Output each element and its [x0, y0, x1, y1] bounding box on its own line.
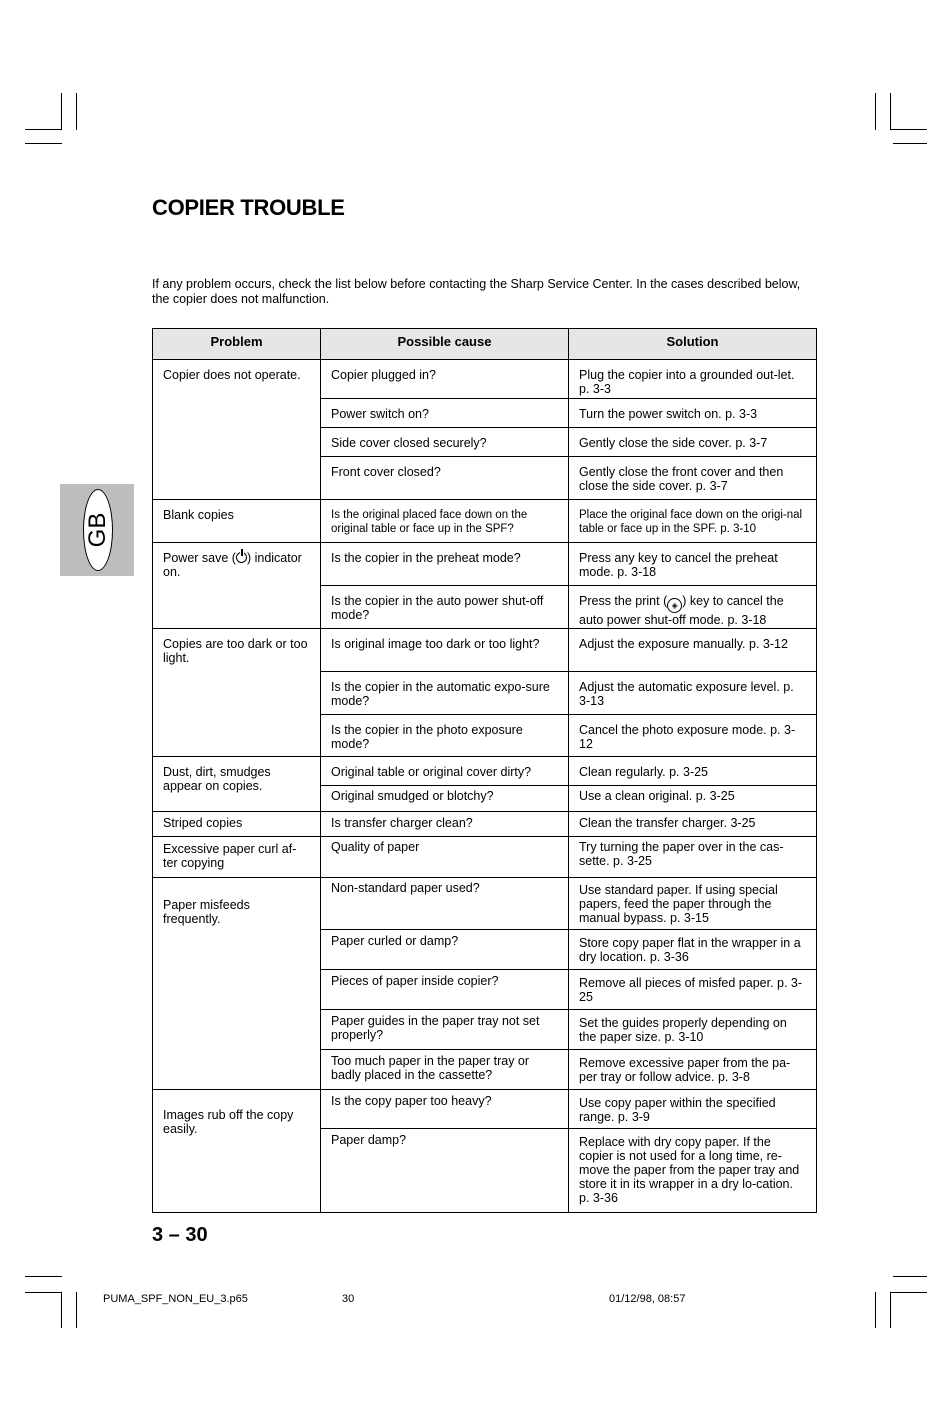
solution-cell: Store copy paper flat in the wrapper in a dry location. p. 3-36 — [569, 930, 817, 970]
table-row — [153, 757, 817, 786]
crop-mark — [25, 1292, 62, 1293]
cause-cell: Front cover closed? — [321, 457, 569, 500]
solution-cell: Remove excessive paper from the pa-per tray or follow advice. p. 3-8 — [569, 1050, 817, 1090]
cause-cell: Non-standard paper used? — [321, 878, 569, 930]
crop-mark — [25, 143, 62, 144]
footer-page: 30 — [342, 1293, 355, 1305]
solution-cell: Remove all pieces of misfed paper. p. 3-25 — [569, 970, 817, 1010]
table-row — [153, 1090, 817, 1129]
cause-cell: Pieces of paper inside copier? — [321, 970, 569, 1010]
cause-cell: Is the copier in the photo exposure mode? — [321, 715, 569, 757]
cause-cell: Is the copy paper too heavy? — [321, 1090, 569, 1129]
table-row — [153, 878, 817, 930]
cause-cell: Is the copier in the automatic expo-sure mode? — [321, 672, 569, 715]
crop-mark — [893, 1276, 927, 1277]
page-title: COPIER TROUBLE — [152, 195, 345, 220]
solution-cell: Gently close the front cover and then close the side cover. p. 3-7 — [569, 457, 817, 500]
header-problem: Problem — [153, 329, 321, 360]
table-row — [153, 543, 817, 586]
crop-mark — [76, 93, 77, 130]
solution-cell — [569, 586, 817, 629]
page-number: 3 – 30 — [152, 1224, 208, 1246]
table-row — [153, 837, 817, 878]
problem-cell: Copier does not operate. — [153, 360, 321, 500]
solution-cell: Use a clean original. p. 3-25 — [569, 786, 817, 812]
solution-cell: Plug the copier into a grounded out-let. p. 3-3 — [569, 360, 817, 399]
header-cause: Possible cause — [321, 329, 569, 360]
solution-cell: Set the guides properly depending on the paper size. p. 3-10 — [569, 1010, 817, 1050]
crop-mark — [893, 143, 927, 144]
table-row — [153, 812, 817, 837]
cause-cell: Is transfer charger clean? — [321, 812, 569, 837]
cause-cell: Too much paper in the paper tray or badly placed in the cassette? — [321, 1050, 569, 1090]
problem-text-post: ) indicator on. — [163, 551, 302, 579]
solution-cell: Turn the power switch on. p. 3-3 — [569, 399, 817, 428]
cause-cell: Original smudged or blotchy? — [321, 786, 569, 812]
footer-timestamp: 01/12/98, 08:57 — [609, 1293, 686, 1305]
solution-cell: Clean the transfer charger. 3-25 — [569, 812, 817, 837]
problem-cell: Excessive paper curl af-ter copying — [153, 837, 321, 878]
problem-cell: Blank copies — [153, 500, 321, 543]
crop-mark — [61, 93, 62, 130]
solution-cell: Try turning the paper over in the cas-sette. p. 3-25 — [569, 837, 817, 878]
problem-cell — [153, 543, 321, 629]
cause-cell: Paper curled or damp? — [321, 930, 569, 970]
cause-cell: Copier plugged in? — [321, 360, 569, 399]
solution-cell: Place the original face down on the origi-nal table or face up in the SPF. p. 3-10 — [569, 500, 817, 543]
cause-cell: Side cover closed securely? — [321, 428, 569, 457]
solution-cell: Adjust the automatic exposure level. p. 3-13 — [569, 672, 817, 715]
language-tab-label: GB — [84, 512, 111, 548]
cause-cell: Is the original placed face down on the original table or face up in the SPF? — [321, 500, 569, 543]
solution-text-pre: Press the print ( — [579, 594, 668, 608]
table-row — [153, 500, 817, 543]
language-tab-oval — [83, 489, 113, 571]
crop-mark — [25, 1276, 62, 1277]
solution-text-post: ) key to cancel the auto power shut-off mode. p. 3-18 — [579, 594, 784, 627]
solution-cell: Gently close the side cover. p. 3-7 — [569, 428, 817, 457]
power-icon — [236, 552, 247, 563]
crop-mark — [76, 1292, 77, 1328]
table-row — [153, 360, 817, 399]
problem-cell: Striped copies — [153, 812, 321, 837]
cause-cell: Quality of paper — [321, 837, 569, 878]
cause-cell: Original table or original cover dirty? — [321, 757, 569, 786]
troubleshooting-table — [152, 328, 817, 1213]
cause-cell: Is the copier in the auto power shut-off mode? — [321, 586, 569, 629]
problem-cell: Dust, dirt, smudges appear on copies. — [153, 757, 321, 812]
solution-cell: Press any key to cancel the preheat mode. p. 3-18 — [569, 543, 817, 586]
print-icon: ◈ — [667, 598, 682, 613]
solution-cell: Adjust the exposure manually. p. 3-12 — [569, 629, 817, 672]
solution-cell: Use standard paper. If using special papers, feed the paper through the manual bypass. p. 3-15 — [569, 878, 817, 930]
cause-cell: Power switch on? — [321, 399, 569, 428]
language-tab — [60, 484, 134, 576]
cause-cell: Paper guides in the paper tray not set properly? — [321, 1010, 569, 1050]
crop-mark — [25, 129, 62, 130]
cause-cell: Is the copier in the preheat mode? — [321, 543, 569, 586]
problem-cell: Images rub off the copy easily. — [153, 1090, 321, 1213]
header-solution: Solution — [569, 329, 817, 360]
problem-cell: Paper misfeeds frequently. — [153, 878, 321, 1090]
cause-cell: Is original image too dark or too light? — [321, 629, 569, 672]
crop-mark — [61, 1292, 62, 1328]
problem-text-pre: Power save ( — [163, 551, 236, 565]
crop-mark — [890, 93, 891, 130]
problem-cell: Copies are too dark or too light. — [153, 629, 321, 757]
intro-paragraph: If any problem occurs, check the list below before contacting the Sharp Service Center. In the cases described below, the copier does not malfunction. — [152, 277, 801, 306]
table-row — [153, 629, 817, 672]
crop-mark — [875, 1292, 876, 1328]
crop-mark — [890, 129, 927, 130]
solution-cell: Use copy paper within the specified range. p. 3-9 — [569, 1090, 817, 1129]
table-header-row — [153, 329, 817, 360]
footer-filename: PUMA_SPF_NON_EU_3.p65 — [103, 1293, 248, 1305]
solution-cell: Clean regularly. p. 3-25 — [569, 757, 817, 786]
cause-cell: Paper damp? — [321, 1129, 569, 1213]
solution-cell: Cancel the photo exposure mode. p. 3-12 — [569, 715, 817, 757]
crop-mark — [890, 1292, 891, 1328]
crop-mark — [875, 93, 876, 130]
crop-mark — [890, 1292, 927, 1293]
solution-cell: Replace with dry copy paper. If the copier is not used for a long time, re-move the paper from the paper tray and store it in its wrapper in a dry lo-cation. p. 3-36 — [569, 1129, 817, 1213]
